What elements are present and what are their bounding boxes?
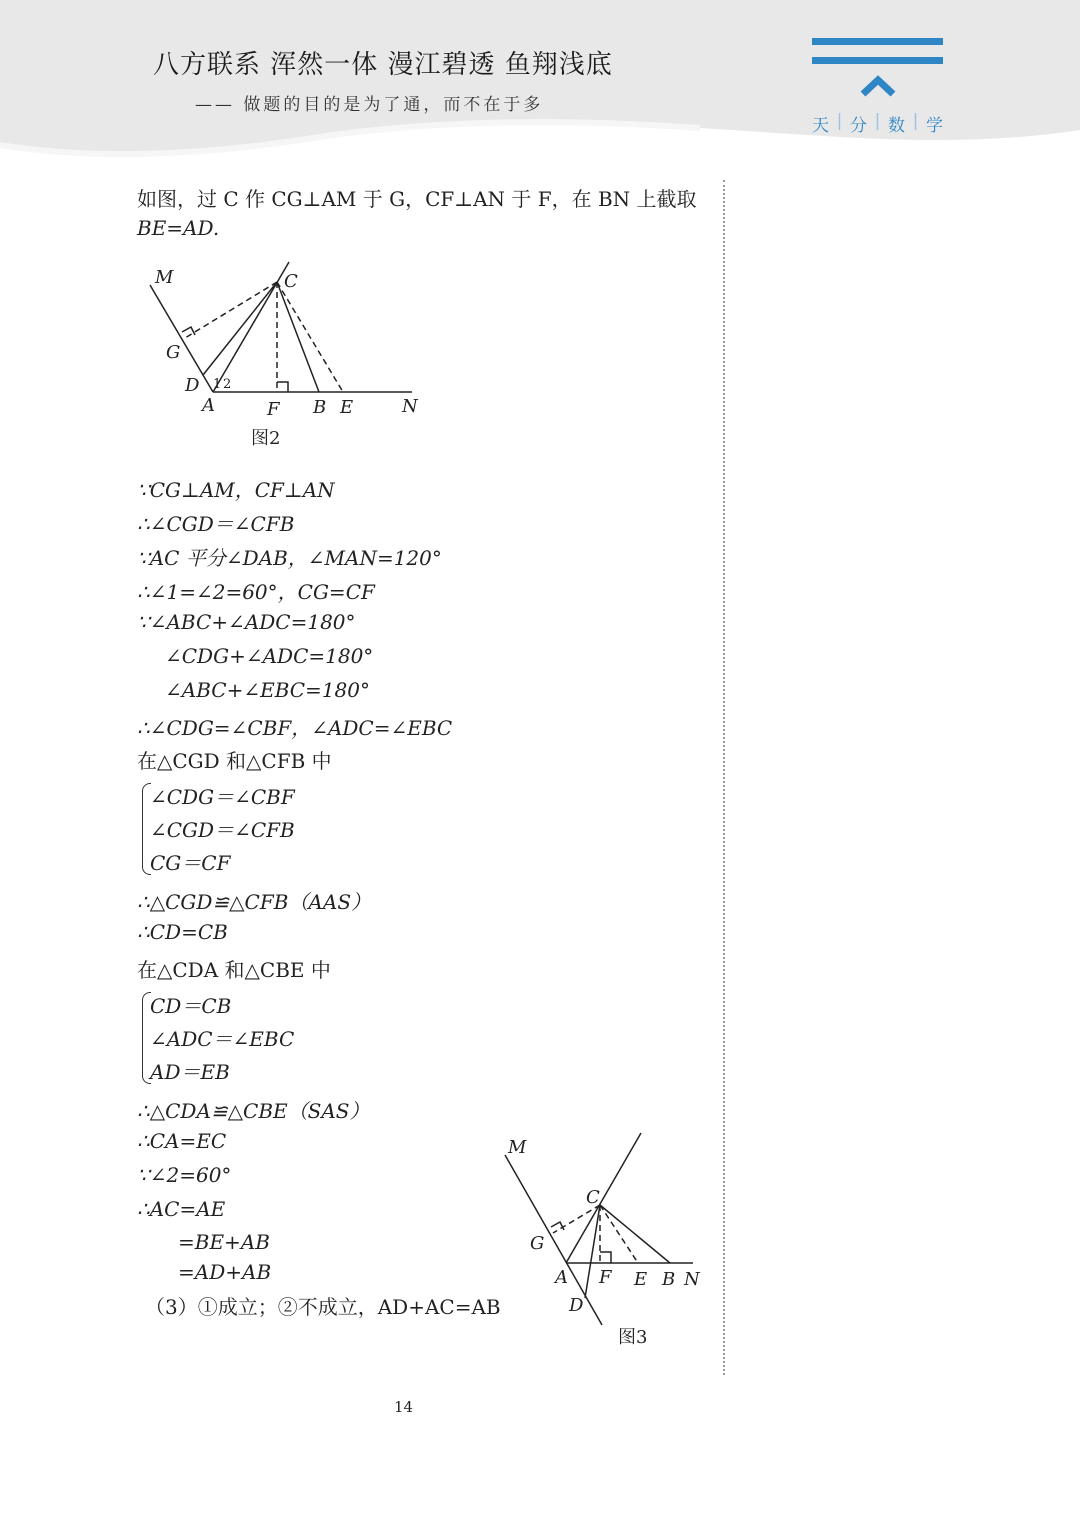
logo-char: 数 bbox=[887, 116, 905, 136]
proof-line: ∴∠CDG=∠CBF，∠ADC=∠EBC bbox=[137, 716, 453, 740]
proof-line: ∵AC 平分∠DAB，∠MAN=120° bbox=[137, 546, 442, 570]
logo-bar-bottom bbox=[812, 57, 943, 64]
figure-3-caption: 图3 bbox=[618, 1327, 648, 1348]
label-n: N bbox=[684, 1269, 700, 1290]
header-subtitle: —— 做题的目的是为了通，而不在于多 bbox=[195, 95, 544, 115]
figure-2-caption: 图2 bbox=[251, 428, 281, 449]
proof-line: ∠ABC+∠EBC=180° bbox=[165, 678, 370, 702]
proof-line: ∴CA=EC bbox=[137, 1129, 227, 1153]
proof-line: ∵CG⊥AM，CF⊥AN bbox=[137, 478, 335, 502]
label-angle-2: 2 bbox=[223, 377, 232, 392]
column-divider bbox=[723, 180, 725, 1375]
proof-line: ∴AC=AE bbox=[137, 1197, 226, 1221]
figure-3 bbox=[495, 1125, 715, 1355]
label-m: M bbox=[508, 1137, 527, 1158]
proof-line: ∴△CDA≌△CBE（SAS） bbox=[137, 1099, 370, 1123]
label-m: M bbox=[155, 267, 174, 288]
header-motto: 八方联系 浑然一体 漫江碧透 鱼翔浅底 bbox=[153, 50, 613, 80]
proof-line: ∵∠ABC+∠ADC=180° bbox=[137, 610, 356, 634]
proof-line: ∴∠CGD＝∠CFB bbox=[137, 512, 295, 536]
logo-char: 天 bbox=[812, 116, 829, 136]
label-f: F bbox=[267, 399, 280, 420]
label-b: B bbox=[313, 397, 327, 418]
proof-line: =AD+AB bbox=[178, 1260, 272, 1284]
label-c: C bbox=[284, 271, 298, 292]
proof-line: 在△CGD 和△CFB 中 bbox=[137, 749, 332, 773]
label-g: G bbox=[530, 1233, 545, 1254]
proof-line: =BE+AB bbox=[178, 1230, 270, 1254]
proof-line: ∴△CGD≌△CFB（AAS） bbox=[137, 890, 372, 914]
logo-text: 天 | 分 | 数 | 学 bbox=[812, 111, 943, 136]
intro-line: BE=AD. bbox=[137, 216, 220, 240]
proof-line: CG＝CF bbox=[150, 851, 231, 875]
chevron-up-icon bbox=[860, 74, 896, 98]
proof-line: 在△CDA 和△CBE 中 bbox=[137, 958, 331, 982]
proof-line: （3）①成立；②不成立，AD+AC=AB bbox=[145, 1295, 501, 1319]
label-d: D bbox=[185, 375, 200, 396]
intro-line: 如图，过 C 作 CG⊥AM 于 G，CF⊥AN 于 F，在 BN 上截取 bbox=[137, 187, 697, 211]
label-n: N bbox=[402, 396, 418, 417]
proof-line: ∴∠1=∠2=60°，CG=CF bbox=[137, 580, 375, 604]
label-a: A bbox=[202, 395, 215, 416]
figure-2 bbox=[140, 255, 440, 455]
label-a: A bbox=[555, 1267, 568, 1288]
page-number: 14 bbox=[394, 1398, 414, 1416]
label-b: B bbox=[662, 1269, 676, 1290]
label-f: F bbox=[599, 1267, 612, 1288]
label-g: G bbox=[166, 342, 181, 363]
proof-line: ∵∠2=60° bbox=[137, 1163, 232, 1187]
logo-char: 分 bbox=[849, 116, 867, 136]
label-angle-1: 1 bbox=[213, 377, 222, 392]
proof-line: CD＝CB bbox=[150, 994, 232, 1018]
logo-bar-top bbox=[812, 38, 943, 45]
label-c: C bbox=[586, 1187, 600, 1208]
proof-line: ∴CD=CB bbox=[137, 920, 228, 944]
header-wave-background bbox=[0, 0, 1080, 175]
logo-char: 学 bbox=[925, 116, 943, 136]
proof-line: ∠CDG+∠ADC=180° bbox=[165, 644, 374, 668]
proof-line: ∠CDG＝∠CBF bbox=[150, 785, 295, 809]
label-e: E bbox=[634, 1269, 648, 1290]
proof-line: ∠CGD＝∠CFB bbox=[150, 818, 295, 842]
label-e: E bbox=[340, 397, 354, 418]
proof-line: AD＝EB bbox=[150, 1060, 230, 1084]
page-header bbox=[0, 0, 1080, 175]
label-d: D bbox=[569, 1295, 584, 1316]
proof-line: ∠ADC＝∠EBC bbox=[150, 1027, 295, 1051]
